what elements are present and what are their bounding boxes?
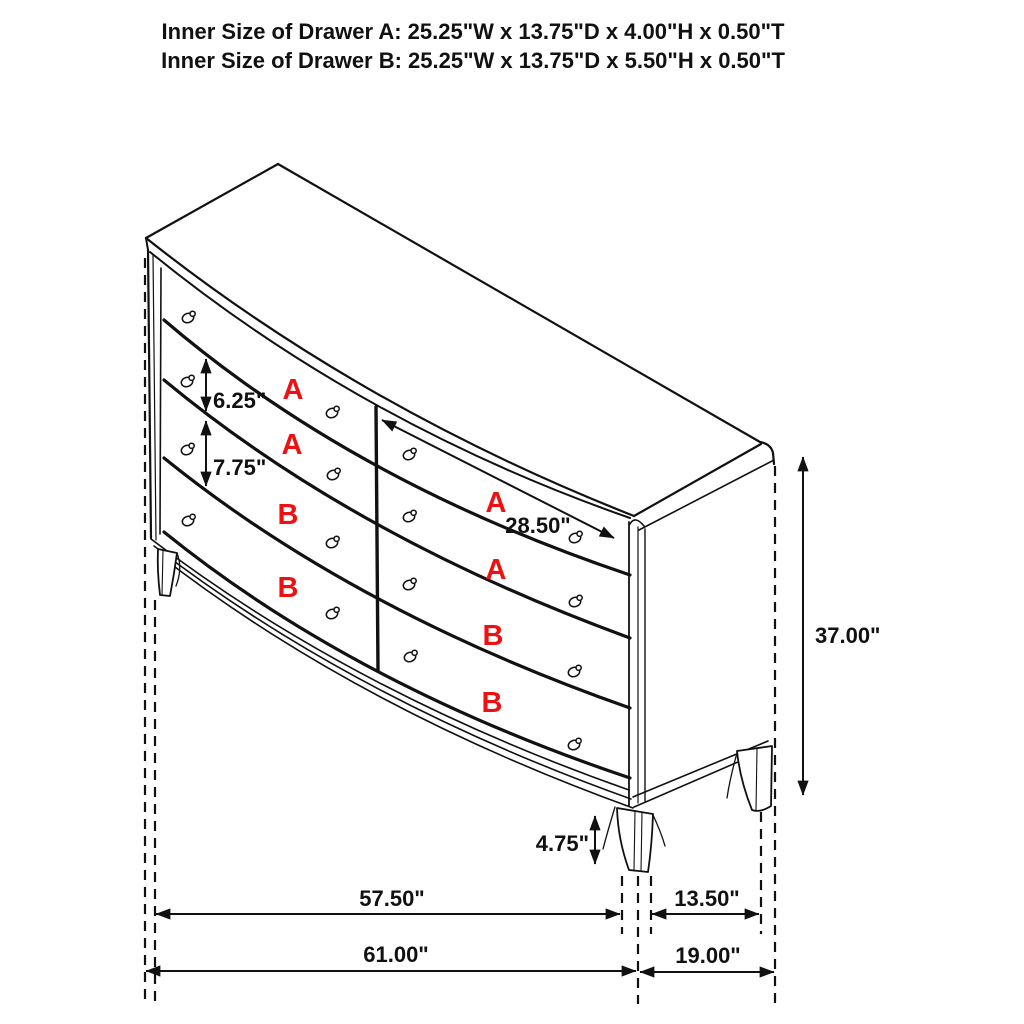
right-drawer-4-label: B bbox=[481, 687, 503, 719]
drawer-front-width-value: 28.50" bbox=[505, 513, 571, 538]
center-divider bbox=[376, 407, 378, 671]
leg-height-value: 4.75" bbox=[535, 831, 589, 856]
front-leg-spacing-value: 57.50" bbox=[359, 886, 425, 911]
left-drawer-2-label: A bbox=[281, 429, 303, 461]
left-drawer-3-label: B bbox=[277, 499, 299, 531]
right-drawer-1-label: A bbox=[485, 487, 507, 519]
overall-depth-value: 19.00" bbox=[675, 943, 741, 968]
left-drawer-opening-edge bbox=[160, 268, 161, 534]
right-drawer-3-label: B bbox=[482, 620, 504, 652]
drawer-b-inner-size-title: Inner Size of Drawer B: 25.25"W x 13.75"D x 5.50"H x 0.50"T bbox=[161, 48, 785, 73]
right-drawer-2-label: A bbox=[485, 554, 507, 586]
drawer-a-inner-size-title: Inner Size of Drawer A: 25.25"W x 13.75"D x 4.00"H x 0.50"T bbox=[161, 19, 785, 44]
overall-width-value: 61.00" bbox=[363, 942, 429, 967]
left-drawer-4-label: B bbox=[277, 572, 299, 604]
overall-height-value: 37.00" bbox=[815, 623, 881, 648]
side-leg-spacing-value: 13.50" bbox=[674, 886, 740, 911]
drawer-b-opening-value: 7.75" bbox=[213, 455, 267, 480]
drawer-a-opening-value: 6.25" bbox=[213, 388, 267, 413]
left-drawer-1-label: A bbox=[282, 374, 304, 406]
